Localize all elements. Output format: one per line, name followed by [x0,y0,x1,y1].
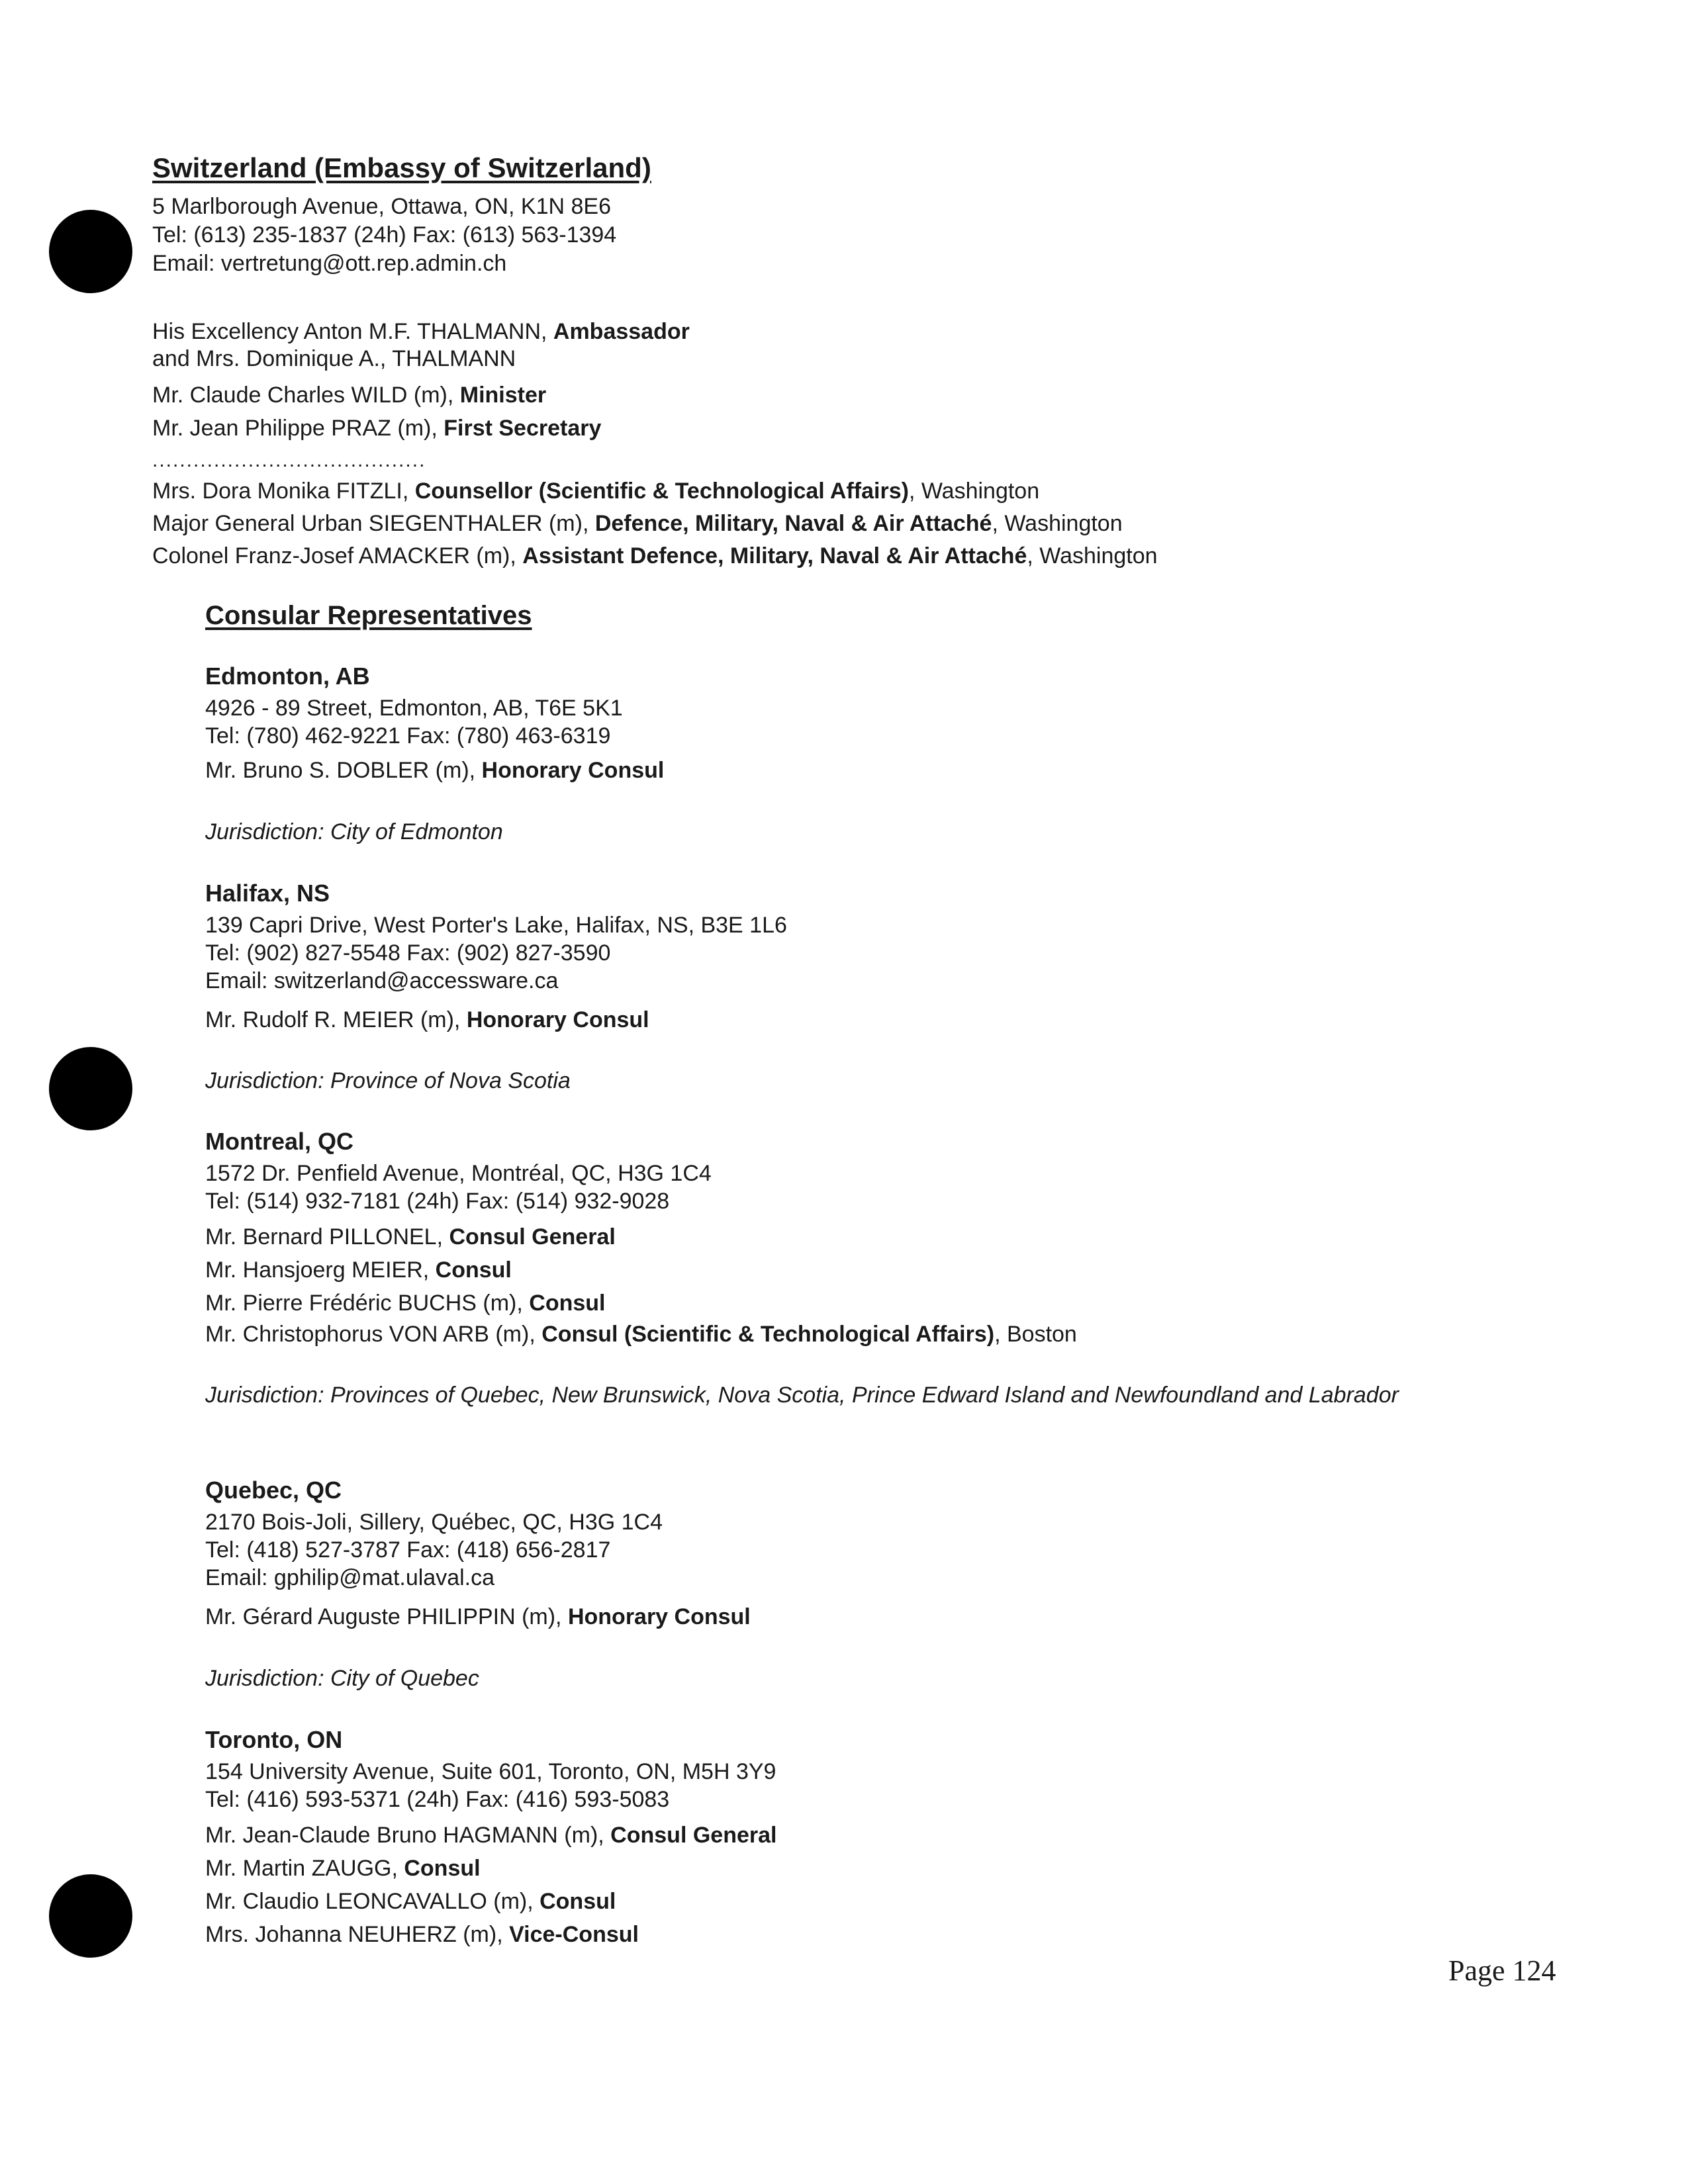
consulate-person: Mr. Bruno S. DOBLER (m), Honorary Consul [205,758,665,783]
consulate-email[interactable]: Email: switzerland@accessware.ca [205,968,559,993]
embassy-title: Switzerland (Embassy of Switzerland) [152,152,651,183]
consulate-city: Edmonton, AB [205,662,370,690]
staff-entry: His Excellency Anton M.F. THALMANN, Ambassador [152,319,690,344]
staff-entry: Mr. Claude Charles WILD (m), Minister [152,383,547,408]
staff-entry: and Mrs. Dominique A., THALMANN [152,346,516,371]
consulate-city: Quebec, QC [205,1477,342,1504]
consulate-tel: Tel: (780) 462-9221 Fax: (780) 463-6319 [205,723,611,749]
staff-entry: Mr. Jean Philippe PRAZ (m), First Secretary [152,416,602,441]
consulate-tel: Tel: (514) 932-7181 (24h) Fax: (514) 932-9028 [205,1189,670,1214]
consulate-tel: Tel: (416) 593-5371 (24h) Fax: (416) 593-5083 [205,1787,670,1812]
consulate-person: Mr. Gérard Auguste PHILIPPIN (m), Honorary Consul [205,1604,751,1629]
consulate-city: Halifax, NS [205,880,330,907]
consulate-person: Mr. Hansjoerg MEIER, Consul [205,1257,512,1283]
consulate-person: Mr. Jean-Claude Bruno HAGMANN (m), Consul General [205,1823,777,1848]
consulate-address: 2170 Bois-Joli, Sillery, Québec, QC, H3G 1C4 [205,1510,663,1535]
binder-hole [49,210,132,293]
consulate-tel: Tel: (418) 527-3787 Fax: (418) 656-2817 [205,1537,611,1563]
consulate-city: Toronto, ON [205,1726,343,1753]
consular-section-title: Consular Representatives [205,601,532,630]
page-number: Page 124 [1448,1954,1556,1987]
embassy-email[interactable]: Email: vertretung@ott.rep.admin.ch [152,251,507,276]
staff-abroad-entry: Colonel Franz-Josef AMACKER (m), Assistant Defence, Military, Naval & Air Attaché, Washington [152,543,1158,569]
consulate-person: Mr. Rudolf R. MEIER (m), Honorary Consul [205,1007,649,1032]
consulate-tel: Tel: (902) 827-5548 Fax: (902) 827-3590 [205,940,611,966]
binder-hole [49,1874,132,1958]
embassy-address: 5 Marlborough Avenue, Ottawa, ON, K1N 8E6 [152,194,611,219]
consulate-person: Mr. Bernard PILLONEL, Consul General [205,1224,616,1250]
consulate-address: 154 University Avenue, Suite 601, Toronto, ON, M5H 3Y9 [205,1759,776,1784]
consulate-person: Mr. Christophorus VON ARB (m), Consul (Scientific & Technological Affairs), Boston [205,1322,1077,1347]
embassy-tel: Tel: (613) 235-1837 (24h) Fax: (613) 563-1394 [152,222,617,248]
consulate-person: Mr. Claudio LEONCAVALLO (m), Consul [205,1889,616,1914]
consulate-city: Montreal, QC [205,1128,354,1155]
consulate-person: Mrs. Johanna NEUHERZ (m), Vice-Consul [205,1922,639,1947]
consulate-person: Mr. Pierre Frédéric BUCHS (m), Consul [205,1291,606,1316]
binder-hole [49,1047,132,1130]
dotted-separator: ........................................ [152,449,426,471]
consulate-address: 139 Capri Drive, West Porter's Lake, Halifax, NS, B3E 1L6 [205,913,787,938]
consulate-jurisdiction: Jurisdiction: City of Edmonton [205,819,503,844]
staff-abroad-entry: Mrs. Dora Monika FITZLI, Counsellor (Scientific & Technological Affairs), Washington [152,478,1040,504]
consulate-jurisdiction: Jurisdiction: Province of Nova Scotia [205,1068,571,1093]
consulate-address: 4926 - 89 Street, Edmonton, AB, T6E 5K1 [205,696,623,721]
consulate-address: 1572 Dr. Penfield Avenue, Montréal, QC, H3G 1C4 [205,1161,712,1186]
consulate-person: Mr. Martin ZAUGG, Consul [205,1856,481,1881]
consulate-jurisdiction: Jurisdiction: Provinces of Quebec, New Brunswick, Nova Scotia, Prince Edward Island and Newfoundland and Labrador [205,1383,1399,1408]
consulate-jurisdiction: Jurisdiction: City of Quebec [205,1666,479,1691]
staff-abroad-entry: Major General Urban SIEGENTHALER (m), Defence, Military, Naval & Air Attaché, Washington [152,511,1123,536]
consulate-email[interactable]: Email: gphilip@mat.ulaval.ca [205,1565,495,1590]
